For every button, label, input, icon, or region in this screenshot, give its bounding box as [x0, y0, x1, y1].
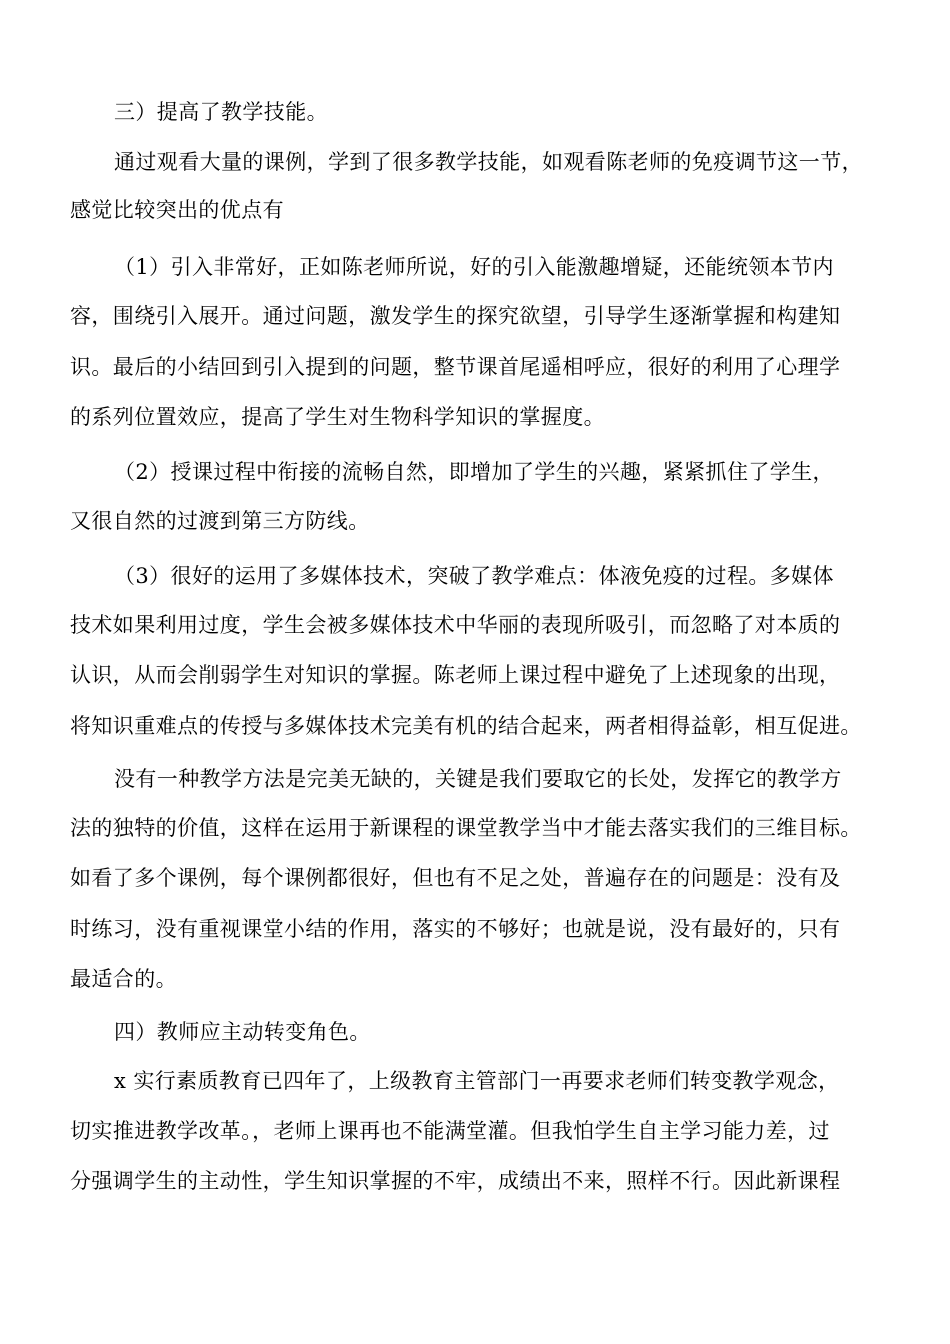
paragraph-line: 的系列位置效应，提高了学生对生物科学知识的掌握度。: [70, 405, 605, 429]
paragraph-line: 时练习，没有重视课堂小结的作用，落实的不够好；也就是说，没有最好的，只有: [70, 917, 841, 941]
paragraph-line: 又很自然的过渡到第三方防线。: [70, 509, 370, 533]
paragraph-line: x 实行素质教育已四年了，上级教育主管部门一再要求老师们转变教学观念，: [114, 1069, 840, 1093]
section-heading-4: 四）教师应主动转变角色。: [114, 1020, 371, 1044]
paragraph-line: 将知识重难点的传授与多媒体技术完美有机的结合起来，两者相得益彰，相互促进。: [70, 714, 862, 738]
paragraph-line: 通过观看大量的课例，学到了很多教学技能，如观看陈老师的免疫调节这一节，: [114, 150, 863, 174]
paragraph-line: 感觉比较突出的优点有: [70, 198, 284, 222]
paragraph-line: 最适合的。: [70, 967, 177, 991]
paragraph-line: 技术如果利用过度，学生会被多媒体技术中华丽的表现所吸引，而忽略了对本质的: [70, 613, 841, 637]
paragraph-line: 识。最后的小结回到引入提到的问题，整节课首尾遥相呼应，很好的利用了心理学: [70, 355, 841, 379]
paragraph-line: （1）引入非常好，正如陈老师所说，好的引入能激趣增疑，还能统领本节内: [114, 255, 834, 279]
paragraph-line: 分强调学生的主动性，学生知识掌握的不牢，成绩出不来，照样不行。因此新课程: [70, 1169, 841, 1193]
paragraph-line: （3）很好的运用了多媒体技术，突破了教学难点：体液免疫的过程。多媒体: [114, 564, 834, 588]
paragraph-line: （2）授课过程中衔接的流畅自然，即增加了学生的兴趣，紧紧抓住了学生，: [114, 460, 834, 484]
paragraph-line: 认识，从而会削弱学生对知识的掌握。陈老师上课过程中避免了上述现象的出现，: [70, 663, 841, 687]
paragraph-line: 法的独特的价值，这样在运用于新课程的课堂教学当中才能去落实我们的三维目标。: [70, 816, 862, 840]
paragraph-line: 如看了多个课例，每个课例都很好，但也有不足之处，普遍存在的问题是：没有及: [70, 866, 841, 890]
section-heading-3: 三）提高了教学技能。: [114, 100, 328, 124]
paragraph-line: 切实推进教学改革。，老师上课再也不能满堂灌。但我怕学生自主学习能力差，过: [70, 1119, 830, 1143]
paragraph-line: 容，围绕引入展开。通过问题，激发学生的探究欲望，引导学生逐渐掌握和构建知: [70, 304, 841, 328]
paragraph-line: 没有一种教学方法是完美无缺的，关键是我们要取它的长处，发挥它的教学方: [114, 767, 842, 791]
